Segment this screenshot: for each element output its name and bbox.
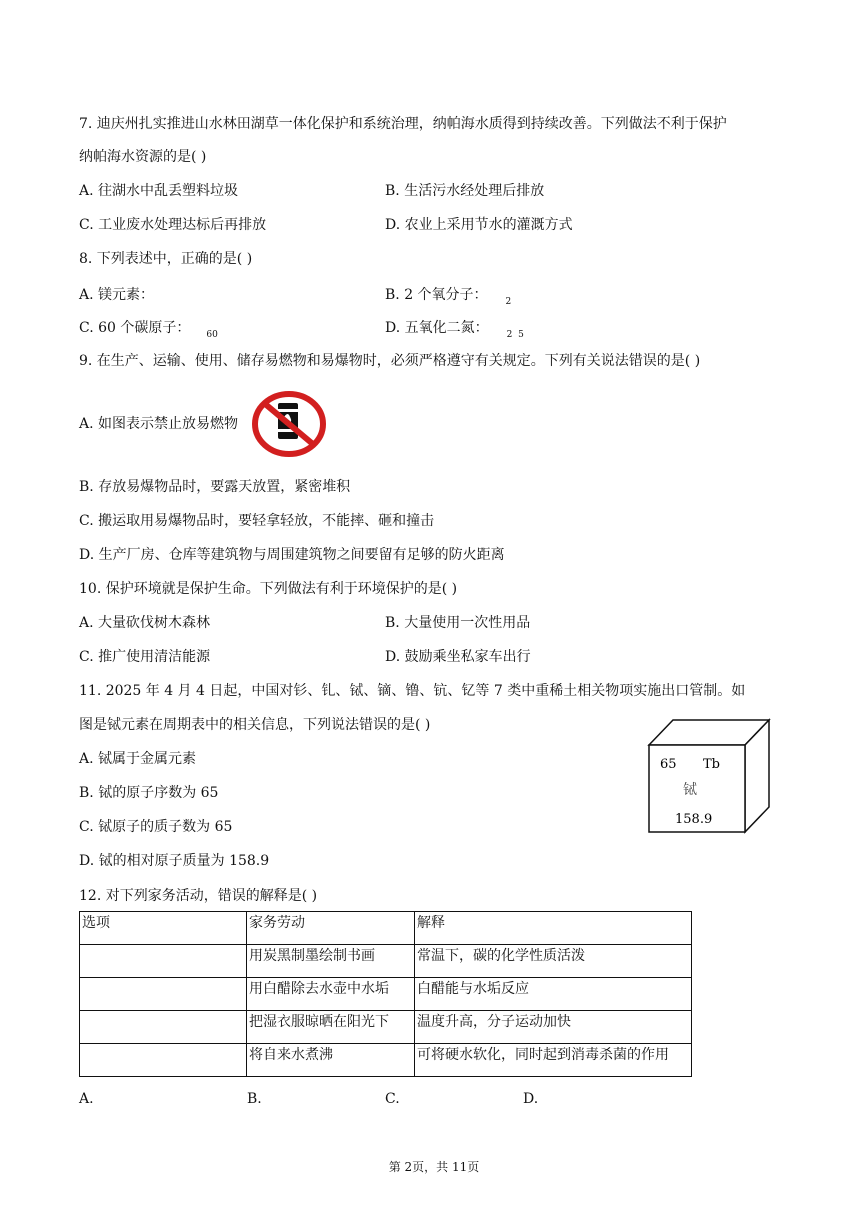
q8-option-b-text: B. 2 个氧分子： <box>385 287 488 303</box>
q8-option-b <box>385 285 511 307</box>
q10-stem: 10. 保护环境就是保护生命。下列做法有利于环境保护的是( ) <box>79 581 458 597</box>
q9-option-c: C. 搬运取用易爆物品时，要轻拿轻放，不能摔、砸和撞击 <box>79 513 435 529</box>
q7-option-b: B. 生活污水经处理后排放 <box>385 183 545 199</box>
q8-option-d-text: D. 五氧化二氮： <box>385 320 489 336</box>
table-cell: 用白醋除去水壶中水垢 <box>247 978 415 1011</box>
q8-option-d-subscript: 2 5 <box>506 330 524 340</box>
q9-option-a: A. 如图表示禁止放易燃物 <box>79 416 239 432</box>
table-cell: 白醋能与水垢反应 <box>415 978 692 1011</box>
table-cell <box>80 1011 247 1044</box>
table-row <box>80 978 692 1011</box>
q11-option-b: B. 铽的原子序数为 65 <box>79 785 219 801</box>
q11-option-a: A. 铽属于金属元素 <box>79 751 197 767</box>
q12-answer-a: A. <box>79 1091 94 1107</box>
q7-option-d: D. 农业上采用节水的灌溉方式 <box>385 217 573 233</box>
q7-option-c: C. 工业废水处理达标后再排放 <box>79 217 267 233</box>
q11-option-c: C. 铽原子的质子数为 65 <box>79 819 233 835</box>
q12-table <box>79 911 692 1077</box>
table-cell: 用炭黑制墨绘制书画 <box>247 945 415 978</box>
q11-option-d: D. 铽的相对原子质量为 158.9 <box>79 853 270 869</box>
q9-option-b: B. 存放易爆物品时，要露天放置，紧密堆积 <box>79 479 351 495</box>
page-footer: 第 2页，共 11页 <box>388 1160 480 1174</box>
table-header-row <box>80 912 692 945</box>
q7-stem-line1: 7. 迪庆州扎实推进山水林田湖草一体化保护和系统治理，纳帕海水质得到持续改善。下列做法不利于保护 <box>79 116 727 132</box>
q9-option-d: D. 生产厂房、仓库等建筑物与周围建筑物之间要留有足够的防火距离 <box>79 547 505 563</box>
q8-option-c-text: C. 60 个碳原子： <box>79 320 191 336</box>
element-atomic-number: 65 <box>660 757 677 772</box>
table-row <box>80 1044 692 1077</box>
element-atomic-mass: 158.9 <box>675 812 713 827</box>
q8-option-c <box>79 318 218 340</box>
q8-option-b-subscript: 2 <box>505 297 512 307</box>
table-cell: 温度升高，分子运动加快 <box>415 1011 692 1044</box>
table-header-cell: 家务劳动 <box>247 912 415 945</box>
q11-stem-line2: 图是铽元素在周期表中的相关信息，下列说法错误的是( ) <box>79 717 431 733</box>
q10-option-c: C. 推广使用清洁能源 <box>79 649 211 665</box>
q12-answer-c: C. <box>385 1091 400 1107</box>
q8-option-a: A. 镁元素： <box>79 287 155 303</box>
table-cell <box>80 1044 247 1077</box>
q10-option-a: A. 大量砍伐树木森林 <box>79 615 211 631</box>
q12-stem: 12. 对下列家务活动，错误的解释是( ) <box>79 888 318 904</box>
q7-option-a: A. 往湖水中乱丢塑料垃圾 <box>79 183 239 199</box>
q7-stem-line2: 纳帕海水资源的是( ) <box>79 149 207 165</box>
q8-stem: 8. 下列表述中，正确的是( ) <box>79 251 253 267</box>
table-cell <box>80 978 247 1011</box>
table-cell <box>80 945 247 978</box>
table-header-cell: 选项 <box>80 912 247 945</box>
table-cell: 把湿衣服晾晒在阳光下 <box>247 1011 415 1044</box>
table-row <box>80 1011 692 1044</box>
q12-answer-d: D. <box>523 1091 539 1107</box>
element-symbol: Tb <box>703 757 720 772</box>
terbium-element-cube <box>645 717 773 835</box>
table-cell: 常温下，碳的化学性质活泼 <box>415 945 692 978</box>
q8-option-c-subscript: 60 <box>206 330 218 340</box>
q11-stem-line1: 11. 2025 年 4 月 4 日起，中国对钐、钆、铽、镝、镥、钪、钇等 7 类中重稀土相关物项实施出口管制。如 <box>79 683 746 699</box>
table-cell: 将自来水煮沸 <box>247 1044 415 1077</box>
no-flammables-sign-icon <box>250 389 328 459</box>
q8-option-d <box>385 318 524 340</box>
table-row <box>80 945 692 978</box>
table-cell: 可将硬水软化，同时起到消毒杀菌的作用 <box>415 1044 692 1077</box>
q10-option-b: B. 大量使用一次性用品 <box>385 615 531 631</box>
table-header-cell: 解释 <box>415 912 692 945</box>
q9-stem: 9. 在生产、运输、使用、储存易燃物和易爆物时，必须严格遵守有关规定。下列有关说法错误的是( ) <box>79 353 701 369</box>
element-name: 铽 <box>683 782 697 798</box>
q10-option-d: D. 鼓励乘坐私家车出行 <box>385 649 531 665</box>
q12-answer-b: B. <box>247 1091 262 1107</box>
